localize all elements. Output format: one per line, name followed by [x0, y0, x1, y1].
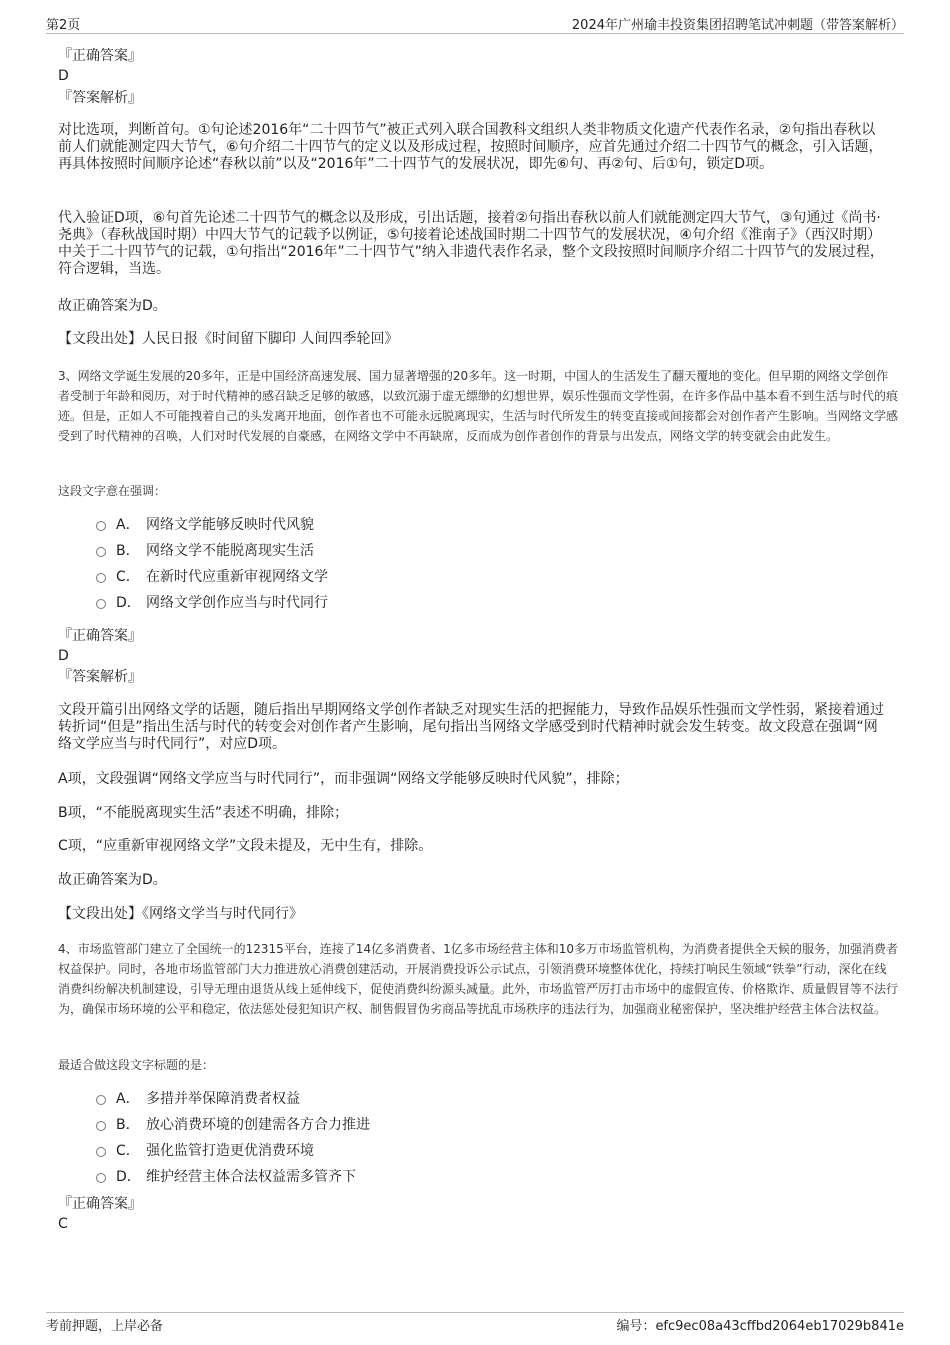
analysis-label: 『答案解析』 [58, 669, 142, 685]
question-stem: 4、市场监管部门建立了全国统一的12315平台，连接了14亿多消费者、1亿多市场经营主体和10多万市场监管机构，为消费者提供全天候的服务，加强消费者权益保护。同时，各地市场监管部门大力推进放心消费创建活动，开展消费投诉公示试点，引领消费环境整体优化，持续打响民生领域“铁拳”行动，深化在线消费纠纷解决机制建设，引导无理由退货从线上延伸线下，促使消费纠纷源头减量。此外，市场监管严厉打击市场中的虚假宣传、价格欺诈、质量假冒等不法行为，确保市场环境的公平和稳定，依法惩处侵犯知识产权、制售假冒伪劣商品等扰乱市场秩序的违法行为，加强商业秘密保护，坚决维护经营主体合法权益。 [58, 942, 899, 1016]
option-c[interactable]: C． 在新时代应重新审视网络文学 [96, 566, 328, 586]
document-title: 2024年广州瑜丰投资集团招聘笔试冲刺题（带答案解析） [571, 18, 904, 33]
answer-label: 『正确答案』 [58, 1196, 142, 1212]
radio-icon[interactable] [96, 1095, 106, 1105]
source-citation: 【文段出处】《网络文学当与时代同行》 [58, 906, 303, 922]
option-a[interactable]: A． 多措并举保障消费者权益 [96, 1088, 300, 1108]
option-b[interactable]: B． 放心消费环境的创建需各方合力推进 [96, 1114, 370, 1134]
analysis-paragraph: 文段开篇引出网络文学的话题，随后指出早期网络文学创作者缺乏对现实生活的把握能力，导致作品娱乐性强而文学性弱，紧接着通过转折词“但是”指出生活与时代的转变会对创作者产生影响，尾句指出当网络文学感受到时代精神时就会发生转变。故文段意在强调“网络文学应当与时代同行”，对应D项。 [58, 702, 884, 752]
radio-icon[interactable] [96, 521, 106, 531]
header-divider [46, 33, 904, 34]
question-prompt: 最适合做这段文字标题的是： [58, 1058, 215, 1072]
document-id: 编号：efc9ec08a43cffbd2064eb17029b841e [616, 1319, 904, 1334]
option-c[interactable]: C． 强化监管打造更优消费环境 [96, 1140, 314, 1160]
question-stem: 3、网络文学诞生发展的20多年，正是中国经济高速发展、国力显著增强的20多年。这一时期，中国人的生活发生了翻天覆地的变化。但早期的网络文学创作者受制于年龄和阅历，对于时代精神的感召缺乏足够的敏感，以致沉溺于虚无缥缈的幻想世界，娱乐性强而文学性弱，在许多作品中基本看不到生活与时代的痕迹。但是，正如人不可能拽着自己的头发离开地面，创作者也不可能永远脱离现实，生活与时代所发生的转变直接或间接都会对创作者产生影响。当网络文学感受到了时代精神的召唤，人们对时代发展的自豪感，在网络文学中不再缺席，反而成为创作者创作的背景与出发点，网络文学的转变就会由此发生。 [58, 369, 899, 443]
radio-icon[interactable] [96, 1173, 106, 1183]
option-a[interactable]: A． 网络文学能够反映时代风貌 [96, 514, 314, 534]
radio-icon[interactable] [96, 1147, 106, 1157]
analysis-paragraph: 对比选项，判断首句。①句论述2016年“二十四节气”被正式列入联合国教科文组织人类非物质文化遗产代表作名录，②句指出春秋以前人们就能测定四大节气，⑥句介绍二十四节气的定义以及形成过程，按照时间顺序，应首先通过介绍二十四节气的概念，引入话题，再具体按照时间顺序论述“春秋以前”以及“2016年”二十四节气的发展状况，即先⑥句、再②句、后①句，锁定D项。 [58, 122, 883, 172]
answer-label: 『正确答案』 [58, 628, 142, 644]
analysis-conclusion: 故正确答案为D。 [58, 298, 167, 314]
radio-icon[interactable] [96, 1121, 106, 1131]
page-header [0, 0, 950, 34]
footer-slogan: 考前押题，上岸必备 [46, 1319, 164, 1334]
option-d[interactable]: D． 网络文学创作应当与时代同行 [96, 592, 328, 612]
analysis-conclusion: 故正确答案为D。 [58, 872, 167, 888]
source-citation: 【文段出处】人民日报《时间留下脚印 人间四季轮回》 [58, 331, 399, 347]
page-number: 第2页 [46, 18, 81, 33]
answer-value: D [58, 648, 69, 664]
answer-value: D [58, 68, 69, 84]
option-analysis-c: C项，“应重新审视网络文学”文段未提及，无中生有，排除。 [58, 838, 433, 854]
radio-icon[interactable] [96, 599, 106, 609]
option-analysis-a: A项，文段强调“网络文学应当与时代同行”，而非强调“网络文学能够反映时代风貌”，排除； [58, 771, 629, 787]
analysis-label: 『答案解析』 [58, 90, 142, 106]
question-prompt: 这段文字意在强调： [58, 484, 167, 498]
option-d[interactable]: D． 维护经营主体合法权益需多管齐下 [96, 1166, 356, 1186]
option-b[interactable]: B． 网络文学不能脱离现实生活 [96, 540, 314, 560]
footer-divider [46, 1312, 904, 1313]
analysis-paragraph: 代入验证D项，⑥句首先论述二十四节气的概念以及形成，引出话题，接着②句指出春秋以前人们就能测定四大节气，③句通过《尚书·尧典》（春秋战国时期）中四大节气的记载予以例证，⑤句接着论述战国时期二十四节气的发展状况，④句介绍《淮南子》（西汉时期）中关于二十四节气的记载，①句指出“2016年”二十四节气”纳入非遗代表作名录，整个文段按照时间顺序介绍二十四节气的发展过程，符合逻辑，当选。 [58, 210, 884, 277]
radio-icon[interactable] [96, 547, 106, 557]
answer-label: 『正确答案』 [58, 48, 142, 64]
option-analysis-b: B项，“不能脱离现实生活”表述不明确，排除； [58, 805, 349, 821]
answer-value: C [58, 1216, 68, 1232]
radio-icon[interactable] [96, 573, 106, 583]
